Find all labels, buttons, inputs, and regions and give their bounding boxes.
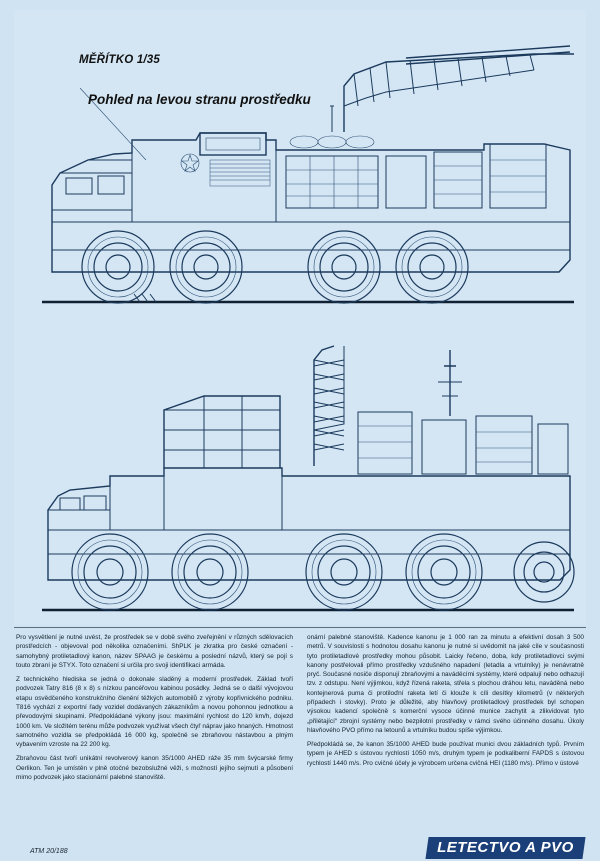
paragraph: Zbraňovou část tvoří unikátní revolverový kanon 35/1000 AHED ráže 35 mm švýcarské firmy Oerlikon. Ten je umístěn v plně otočné bezobslužné věži, s možností jejího sejmutí a působení mimo podvozek jako stacionární palebné stanoviště. bbox=[16, 755, 293, 781]
technical-drawing-panel bbox=[14, 10, 586, 625]
page-footer bbox=[0, 833, 600, 861]
drawing-caption: Pohled na levou stranu prostředku bbox=[88, 92, 311, 107]
lower-side-view bbox=[42, 346, 574, 610]
paragraph: Z technického hlediska se jedná o dokonale sladěný a moderní prostředek. Základ tvoří podvozek Tatry 816 (8 x 8) s nízkou pancéřovou kabinou posádky. Jedná se o další vývojovou etapu osvědčeného konstrukčního členění těžkých automobilů z výroby kopřivnického podniku. T816 vychází z exportní řady vozidel dodávaných zákazníkům a novou pohonnou jednotkou a převodovými skupinami. Předpokládané výkony jsou: maximální rychlost do 120 km/h, dojezd 1000 km. Ve složitém terénu může podvozek využívat všech čtyř náprav jako hnaných. Hmotnost samotného vozidla se předpokládá 16 000 kg, společně se zbraňovou nástavbou a plným vybavením vzroste na 22 200 kg. bbox=[16, 676, 293, 749]
article-column-left bbox=[16, 633, 293, 828]
article-column-right bbox=[307, 633, 584, 828]
article-body bbox=[16, 633, 584, 828]
upper-side-view bbox=[42, 46, 574, 303]
brand-label: LETECTVO A PVO bbox=[437, 839, 575, 856]
divider-rule bbox=[14, 627, 586, 628]
issue-number: ATM 20/188 bbox=[30, 848, 68, 855]
magazine-brand-badge bbox=[426, 837, 586, 859]
scale-label: MĚŘÍTKO 1/35 bbox=[79, 54, 161, 66]
paragraph: Předpokládá se, že kanon 35/1000 AHED bude používat munici dvou základních typů. Prvním typem je AHED s ústovou rychlostí 1050 m/s, druhým typem je podkaliberní FAPDS s ústovou rychlostí 1440 m/s. Pro cvičné účely je výrobcem určena cvičná HEI (1180 m/s). Přímo v ústové bbox=[307, 741, 584, 767]
paragraph: Pro vysvětlení je nutné uvést, že prostředek se v době svého zveřejnění v různých sdělovacích prostředcích - objevoval pod několika označeními. ShPLK je zkratka pro české označení - samohybný protiletadlový kanon, název SPAAG je českému a poslední názvů, který se pojí s touto zbraní je STYX. Toto označení si určila pro svoji identifikaci armáda. bbox=[16, 634, 293, 669]
paragraph: onární palebné stanoviště. Kadence kanonu je 1 000 ran za minutu a efektivní dosah 3 500 metrů. V souvislosti s hodnotou dosahu kanonu je nutné si uvědomit na jaké cíle v současnosti tyto protiletadlové prostředky mohou působit. Laicky řečeno, doba, kdy protiletadlovci svými kanony postřelovali přímo prostředky vzdušného napadení (letadla a vrtulníky) je nenávratně pryč. Současné nosiče disponují zbraňovými a naváděcími systémy, které odpalují nebo odhazují tzv. z odstupu. Není výjimkou, když řízená raketa, střela s plochou dráhou letu, naváděná nebo kontejnerová puma či protiloďní raketa letí či klouže k cíli desítky kilometrů (v některých případech i stovky). Proto je důležité, aby hlavňový protiletadlový prostředek byl schopen výsokou kadencí společně s komerční vysoce účinné munice zachytit a zlikvidovat tyto „přilétající“ zbrojní systémy nebo bezpilotní prostředky v rámci svého účinného dosahu. Úkoly hlavňového PVO přímo na letounů a vrtulníku budou spíše výjimkou. bbox=[307, 634, 584, 734]
